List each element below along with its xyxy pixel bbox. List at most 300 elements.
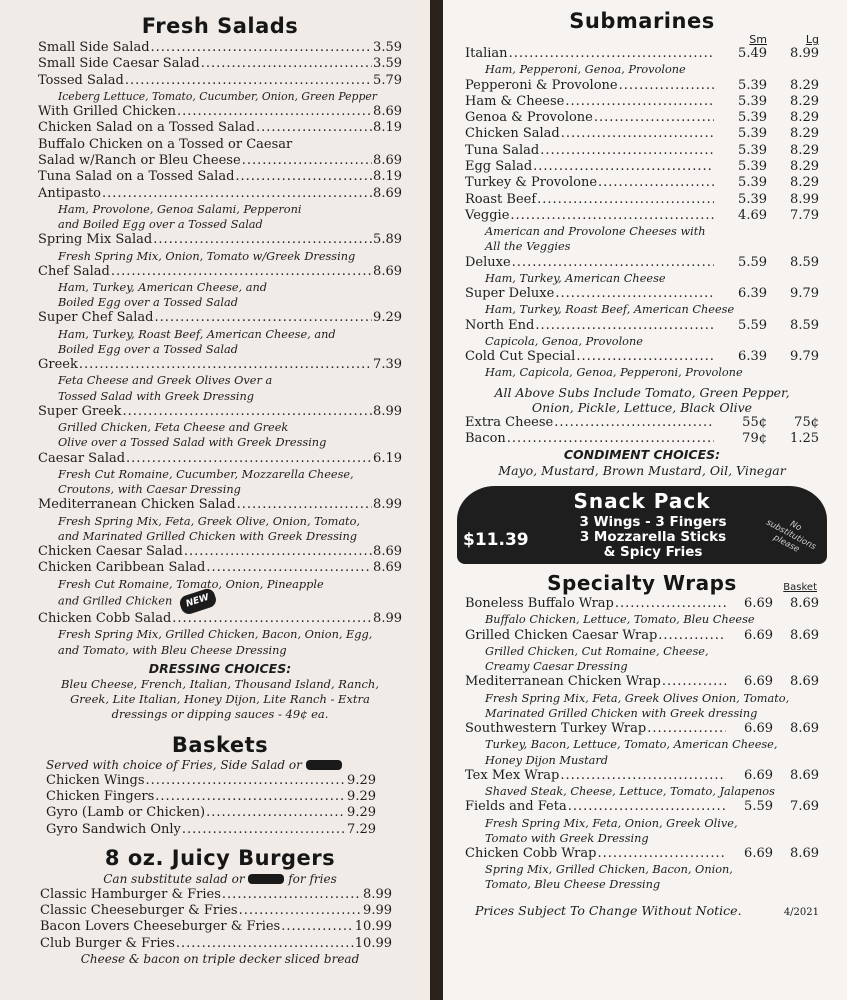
item-price-lg: 9.79 (790, 286, 819, 302)
item-description-text: Boiled Egg over a Tossed Salad (58, 296, 238, 310)
item-name: Small Side Caesar Salad (38, 56, 200, 72)
subs-extras-list (465, 415, 819, 448)
item-name: Club Burger & Fries (40, 935, 175, 951)
item-description-text: Ham, Turkey, Roast Beef, American Cheese, and (58, 327, 336, 341)
item-price-price: 5.89 (373, 232, 402, 248)
item-name: Mediterranean Chicken Wrap (465, 674, 661, 690)
leader-dots (533, 159, 714, 175)
dressing-choices-heading: DRESSING CHOICES: (148, 660, 292, 676)
condiment-choices-heading: CONDIMENT CHOICES: (563, 447, 721, 463)
leader-dots (176, 936, 354, 952)
menu-item-row (465, 415, 819, 431)
price-change-notice: Prices Subject To Change Without Notice. (475, 902, 742, 918)
item-price-sm: 4.69 (738, 207, 767, 223)
item-description (38, 467, 402, 482)
menu-item-row (465, 846, 819, 862)
dressing-line: dressings or dipping sauces - 49¢ ea. (111, 706, 329, 721)
item-description (38, 327, 402, 342)
item-description-text: Olive over a Tossed Salad with Greek Dressing (58, 436, 327, 450)
item-price-price: 6.69 (744, 627, 773, 643)
menu-item-row (465, 318, 819, 334)
item-price-sm: 55¢ (742, 414, 767, 430)
item-description-text: Capicola, Genoa, Provolone (485, 334, 643, 348)
leader-dots (256, 120, 372, 136)
item-name: Chicken Salad on a Tossed Salad (38, 120, 255, 136)
item-description (38, 389, 402, 404)
leader-dots (172, 611, 372, 627)
menu-item-row (465, 143, 819, 159)
menu-item-row (38, 544, 402, 560)
item-price-sm: 5.59 (738, 317, 767, 333)
right-menu-page (443, 0, 847, 1000)
size-headers (465, 34, 819, 46)
menu-item-row (465, 175, 819, 191)
leader-dots (281, 919, 354, 935)
item-description (465, 224, 819, 239)
menu-item-row (40, 887, 392, 903)
item-name: Classic Cheeseburger & Fries (40, 903, 238, 919)
menu-item-row (38, 169, 402, 185)
item-description (38, 482, 402, 497)
leader-dots (598, 175, 714, 191)
item-description-text: Ham, Pepperoni, Genoa, Provolone (485, 63, 686, 77)
snack-pack-price: $11.39 (463, 530, 529, 551)
item-description-text: Boiled Egg over a Tossed Salad (58, 342, 238, 356)
item-price-sm: 5.39 (738, 77, 767, 93)
item-description-text: and Boiled Egg over a Tossed Salad (58, 218, 263, 232)
wraps-footer (465, 903, 819, 918)
item-description-text: Iceberg Lettuce, Tomato, Cucumber, Onion, Green Pepper (58, 89, 377, 103)
leader-dots (565, 94, 714, 110)
item-description (38, 295, 402, 310)
burgers-note-after: for fries (288, 871, 337, 886)
menu-item-row (38, 611, 402, 627)
item-price-price: 6.69 (744, 596, 773, 612)
item-description-text: Shaved Steak, Cheese, Lettuce, Tomato, Jalapenos (485, 785, 775, 799)
leader-dots (554, 415, 714, 431)
redacted-mark (248, 874, 284, 884)
item-price-lg: 7.79 (790, 207, 819, 223)
menu-item-row (38, 497, 402, 513)
menu-item-row (38, 264, 402, 280)
menu-item-row (465, 768, 819, 784)
item-description (465, 239, 819, 254)
item-name: Small Side Salad (38, 40, 150, 55)
baskets-title: Baskets (171, 732, 269, 757)
item-name: Turkey & Provolone (465, 175, 598, 191)
item-name: North End (465, 317, 535, 333)
item-price-sm: 5.59 (738, 254, 767, 270)
wraps-title: Specialty Wraps (547, 571, 737, 596)
dressing-line: Bleu Cheese, French, Italian, Thousand Island, Ranch, (61, 676, 379, 691)
item-name: Grilled Chicken Caesar Wrap (465, 627, 658, 643)
item-description (465, 644, 819, 659)
leader-dots (206, 805, 346, 821)
item-price-lg: 8.29 (790, 175, 819, 191)
menu-item-row (38, 560, 402, 576)
item-description (465, 62, 819, 77)
item-price-price: 8.69 (373, 263, 402, 279)
item-name: Caesar Salad (38, 450, 126, 466)
snack-pack-line: & Spicy Fries (603, 544, 703, 561)
item-description-text: Fresh Spring Mix, Onion, Tomato w/Greek Dressing (58, 249, 356, 263)
item-description (465, 816, 819, 831)
fresh-salads-list (38, 40, 402, 658)
item-name: Boneless Buffalo Wrap (465, 596, 614, 612)
item-price-lg: 8.29 (790, 110, 819, 126)
menu-item-row (40, 936, 392, 952)
burgers-title: 8 oz. Juicy Burgers (104, 845, 336, 870)
item-description-text: Tossed Salad with Greek Dressing (58, 389, 254, 403)
menu-item-row (38, 56, 402, 72)
item-name: Chicken Wings (46, 772, 145, 788)
item-name: Chef Salad (38, 263, 110, 279)
leader-dots (102, 186, 372, 202)
item-description-text: Grilled Chicken, Cut Romaine, Cheese, (485, 644, 709, 658)
item-description (465, 877, 819, 892)
item-price-basket: 8.69 (790, 767, 819, 783)
item-description-text: Ham, Turkey, American Cheese, and (58, 281, 267, 295)
item-description-text: Ham, Provolone, Genoa Salami, Pepperoni (58, 202, 302, 216)
leader-dots (561, 126, 714, 142)
item-name: Extra Cheese (465, 414, 554, 430)
leader-dots (594, 110, 714, 126)
item-name: Tex Mex Wrap (465, 767, 560, 783)
item-price-basket: 8.69 (790, 627, 819, 643)
submarines-title: Submarines (569, 9, 715, 33)
item-name: Roast Beef (465, 191, 537, 207)
fresh-salads-title: Fresh Salads (141, 14, 299, 38)
item-price-price: 8.99 (363, 886, 392, 902)
item-name: With Grilled Chicken (38, 104, 176, 120)
item-description-text: All the Veggies (485, 240, 571, 254)
item-description-text: Grilled Chicken, Feta Cheese and Greek (58, 421, 289, 435)
item-price-price: 7.39 (373, 357, 402, 373)
item-price-basket: 8.69 (790, 674, 819, 690)
new-badge: NEW (178, 587, 218, 616)
menu-item-row (38, 40, 402, 56)
item-description-text: Ham, Turkey, American Cheese (485, 271, 666, 285)
menu-item-row (40, 903, 392, 919)
item-description (38, 202, 402, 217)
item-description-text: and Grilled Chicken (58, 594, 173, 608)
item-name: Chicken Cobb Salad (38, 611, 172, 626)
item-name: Super Deluxe (465, 286, 555, 302)
item-price-basket: 7.69 (790, 799, 819, 815)
leader-dots (239, 903, 362, 919)
item-description (465, 753, 819, 768)
item-description-text: Fresh Spring Mix, Feta, Greek Olive, Onion, Tomato, (58, 514, 360, 528)
leader-dots (615, 596, 726, 612)
item-price-lg: 1.25 (790, 430, 819, 446)
item-name: Fields and Feta (465, 799, 567, 815)
item-description (465, 737, 819, 752)
leader-dots (512, 255, 714, 271)
item-description (38, 435, 402, 450)
menu-item-row (465, 78, 819, 94)
item-price-price: 8.99 (373, 611, 402, 626)
leader-dots (509, 46, 714, 62)
item-price-lg: 8.59 (790, 317, 819, 333)
item-description (38, 529, 402, 544)
item-name: Antipasto (38, 185, 101, 201)
item-price-basket: 8.69 (790, 596, 819, 612)
leader-dots (242, 153, 372, 169)
item-name: Cold Cut Special (465, 349, 576, 365)
subs-includes-note (465, 385, 819, 415)
leader-dots (222, 887, 362, 903)
leader-dots (153, 232, 372, 248)
item-description (38, 420, 402, 435)
item-description (38, 514, 402, 529)
leader-dots (576, 349, 714, 365)
item-price-lg: 8.29 (790, 93, 819, 109)
item-price-price: 9.29 (347, 772, 376, 788)
leader-dots (123, 404, 373, 420)
item-name: Genoa & Provolone (465, 110, 593, 126)
item-description-text: Fresh Spring Mix, Grilled Chicken, Bacon, Onion, Egg, (58, 628, 373, 642)
item-name: Greek (38, 357, 78, 373)
item-description-text: Fresh Spring Mix, Feta, Onion, Greek Olive, (485, 816, 738, 830)
item-price-sm: 5.39 (738, 175, 767, 191)
leader-dots (182, 822, 346, 838)
menu-item-row (46, 805, 376, 821)
item-price-price: 7.29 (347, 821, 376, 837)
item-description-text: Honey Dijon Mustard (485, 753, 608, 767)
item-description (38, 280, 402, 295)
snack-pack-line: 3 Wings - 3 Fingers (579, 514, 727, 531)
menu-item-row (46, 773, 376, 789)
item-description (38, 592, 402, 611)
item-price-lg: 8.29 (790, 77, 819, 93)
leader-dots (662, 674, 726, 690)
item-price-price: 5.59 (744, 799, 773, 815)
item-price-price: 8.69 (373, 185, 402, 201)
item-price-sm: 79¢ (742, 430, 767, 446)
leader-dots (235, 169, 372, 185)
item-price-sm: 5.39 (738, 110, 767, 126)
menu-item-row (38, 104, 402, 120)
item-name: Chicken Cobb Wrap (465, 845, 597, 861)
item-price-lg: 8.99 (790, 191, 819, 207)
item-name: Salad w/Ranch or Bleu Cheese (38, 152, 241, 168)
snack-pack-banner (457, 486, 827, 564)
item-price-sm: 5.39 (738, 158, 767, 174)
leader-dots (507, 431, 714, 447)
baskets-note (38, 758, 402, 773)
item-description (465, 302, 819, 317)
item-description (38, 577, 402, 592)
leader-dots (126, 451, 372, 467)
snack-pack-line: 3 Mozzarella Sticks (579, 529, 727, 546)
dressing-line: Greek, Lite Italian, Honey Dijon, Lite Ranch - Extra (70, 691, 370, 706)
leader-dots (155, 789, 346, 805)
item-description (465, 365, 819, 380)
item-description (38, 89, 402, 104)
item-description-text: Croutons, with Caesar Dressing (58, 483, 241, 497)
menu-item-row (465, 349, 819, 365)
baskets-list (38, 773, 402, 838)
item-description (465, 784, 819, 799)
item-description-text: Creamy Caesar Dressing (485, 660, 628, 674)
item-name: Ham & Cheese (465, 93, 565, 109)
item-name: Veggie (465, 207, 510, 223)
item-price-price: 9.99 (363, 903, 392, 919)
item-price-sm: 6.39 (738, 286, 767, 302)
item-price-price: 8.99 (373, 403, 402, 419)
leader-dots (79, 357, 372, 373)
menu-item-row (465, 208, 819, 224)
item-description-text: Ham, Capicola, Genoa, Pepperoni, Provolone (485, 366, 743, 380)
baskets-note-text: Served with choice of Fries, Side Salad or (46, 757, 302, 772)
item-name: Deluxe (465, 254, 511, 270)
item-price-sm: 5.39 (738, 142, 767, 158)
menu-item-row (38, 232, 402, 248)
item-description-text: American and Provolone Cheeses with (485, 225, 706, 239)
leader-dots (658, 628, 726, 644)
item-name: Pepperoni & Provolone (465, 77, 618, 93)
leader-dots (146, 773, 347, 789)
item-description (465, 862, 819, 877)
item-description (465, 691, 819, 706)
item-description (38, 373, 402, 388)
menu-item-row (38, 310, 402, 326)
menu-item-row (46, 822, 376, 838)
item-description-text: Fresh Spring Mix, Feta, Greek Olives Onion, Tomato, (485, 691, 790, 705)
item-price-sm: 6.39 (738, 349, 767, 365)
item-price-price: 8.19 (373, 120, 402, 136)
leader-dots (206, 560, 372, 576)
wraps-header (465, 570, 819, 596)
item-price-price: 10.99 (354, 919, 392, 935)
menu-item-row (465, 46, 819, 62)
item-price-price: 6.69 (744, 674, 773, 690)
item-price-lg: 8.59 (790, 254, 819, 270)
item-price-price: 6.69 (744, 721, 773, 737)
menu-item-row (38, 73, 402, 89)
item-description-text: Buffalo Chicken, Lettuce, Tomato, Bleu Cheese (485, 613, 755, 627)
submarines-list (465, 46, 819, 381)
menu-item-row (465, 431, 819, 447)
item-name: Bacon Lovers Cheeseburger & Fries (40, 919, 281, 935)
item-price-lg: 8.29 (790, 126, 819, 142)
item-price-basket: 8.69 (790, 845, 819, 861)
leader-dots (201, 56, 372, 72)
item-price-price: 9.29 (347, 789, 376, 804)
item-description (465, 706, 819, 721)
item-price-price: 6.69 (744, 767, 773, 783)
item-price-sm: 5.39 (738, 93, 767, 109)
item-name: Bacon (465, 430, 506, 446)
item-name: Gyro Sandwich Only (46, 821, 181, 837)
snack-pack-contents (553, 515, 753, 560)
size-sm-header: Sm (749, 33, 767, 46)
menu-item-row (465, 286, 819, 302)
item-price-lg: 8.29 (790, 142, 819, 158)
item-name: Spring Mix Salad (38, 232, 153, 248)
item-price-sm: 5.39 (738, 126, 767, 142)
snack-pack-title: Snack Pack (573, 489, 711, 514)
redacted-mark (306, 760, 342, 770)
item-description-text: Feta Cheese and Greek Olives Over a (58, 374, 273, 388)
menu-item-row (465, 126, 819, 142)
leader-dots (597, 846, 726, 862)
menu-item-row (38, 120, 402, 136)
item-description-text: Turkey, Bacon, Lettuce, Tomato, American Cheese, (485, 738, 778, 752)
leader-dots (647, 721, 726, 737)
item-price-sm: 5.39 (738, 191, 767, 207)
item-description (465, 271, 819, 286)
item-name: Egg Salad (465, 158, 533, 174)
item-name: Chicken Caribbean Salad (38, 560, 206, 576)
menu-item-row (38, 357, 402, 373)
item-description-text: Tomato with Greek Dressing (485, 831, 649, 845)
item-price-price: 8.69 (373, 104, 402, 120)
menu-item-row (38, 153, 402, 169)
item-price-price: 6.69 (744, 845, 773, 861)
item-description (465, 334, 819, 349)
item-price-sm: 5.49 (738, 46, 767, 61)
menu-item-row (38, 186, 402, 202)
item-price-price: 10.99 (354, 935, 392, 951)
wraps-basket-header: Basket (783, 582, 817, 594)
item-description (38, 249, 402, 264)
item-name: Tuna Salad (465, 142, 540, 158)
burgers-footer: Cheese & bacon on triple decker sliced bread (80, 952, 360, 967)
subs-includes-line: Onion, Pickle, Lettuce, Black Olive (531, 399, 753, 415)
item-price-lg: 9.79 (790, 349, 819, 365)
item-price-lg: 75¢ (794, 414, 819, 430)
item-name: Italian (465, 46, 508, 61)
item-description-text: Ham, Turkey, Roast Beef, American Cheese (485, 303, 735, 317)
leader-dots (177, 104, 372, 120)
menu-date: 4/2021 (783, 906, 819, 918)
item-name: Chicken Caesar Salad (38, 544, 183, 559)
menu-item-row (465, 192, 819, 208)
leader-dots (510, 208, 714, 224)
item-name: Classic Hamburger & Fries (40, 886, 221, 902)
item-description-text: Fresh Cut Romaine, Tomato, Onion, Pineapple (58, 577, 324, 591)
item-name: Super Greek (38, 403, 122, 419)
item-description (465, 831, 819, 846)
leader-dots (125, 73, 372, 89)
snack-pack-note: No substitutions please (764, 517, 818, 555)
menu-item-row (38, 137, 402, 153)
menu-item-row (465, 674, 819, 690)
item-price-price: 8.69 (373, 544, 402, 559)
item-description-text: Marinated Grilled Chicken with Greek dressing (485, 706, 758, 720)
item-price-price: 8.69 (373, 560, 402, 576)
item-description (38, 627, 402, 642)
menu-item-row (465, 799, 819, 815)
item-name: Tuna Salad on a Tossed Salad (38, 169, 235, 185)
item-description-text: Tomato, Bleu Cheese Dressing (485, 878, 661, 892)
leader-dots (535, 318, 714, 334)
dressing-choices-list (38, 677, 402, 722)
item-name: Super Chef Salad (38, 310, 154, 326)
menu-item-row (465, 255, 819, 271)
item-description (38, 643, 402, 658)
item-price-price: 3.59 (373, 40, 402, 55)
leader-dots (555, 286, 714, 302)
burgers-list (38, 887, 402, 952)
menu-item-row (465, 721, 819, 737)
leader-dots (184, 544, 372, 560)
item-price-price: 9.29 (373, 310, 402, 326)
item-price-lg: 8.99 (790, 46, 819, 61)
leader-dots (154, 310, 372, 326)
leader-dots (619, 78, 714, 94)
